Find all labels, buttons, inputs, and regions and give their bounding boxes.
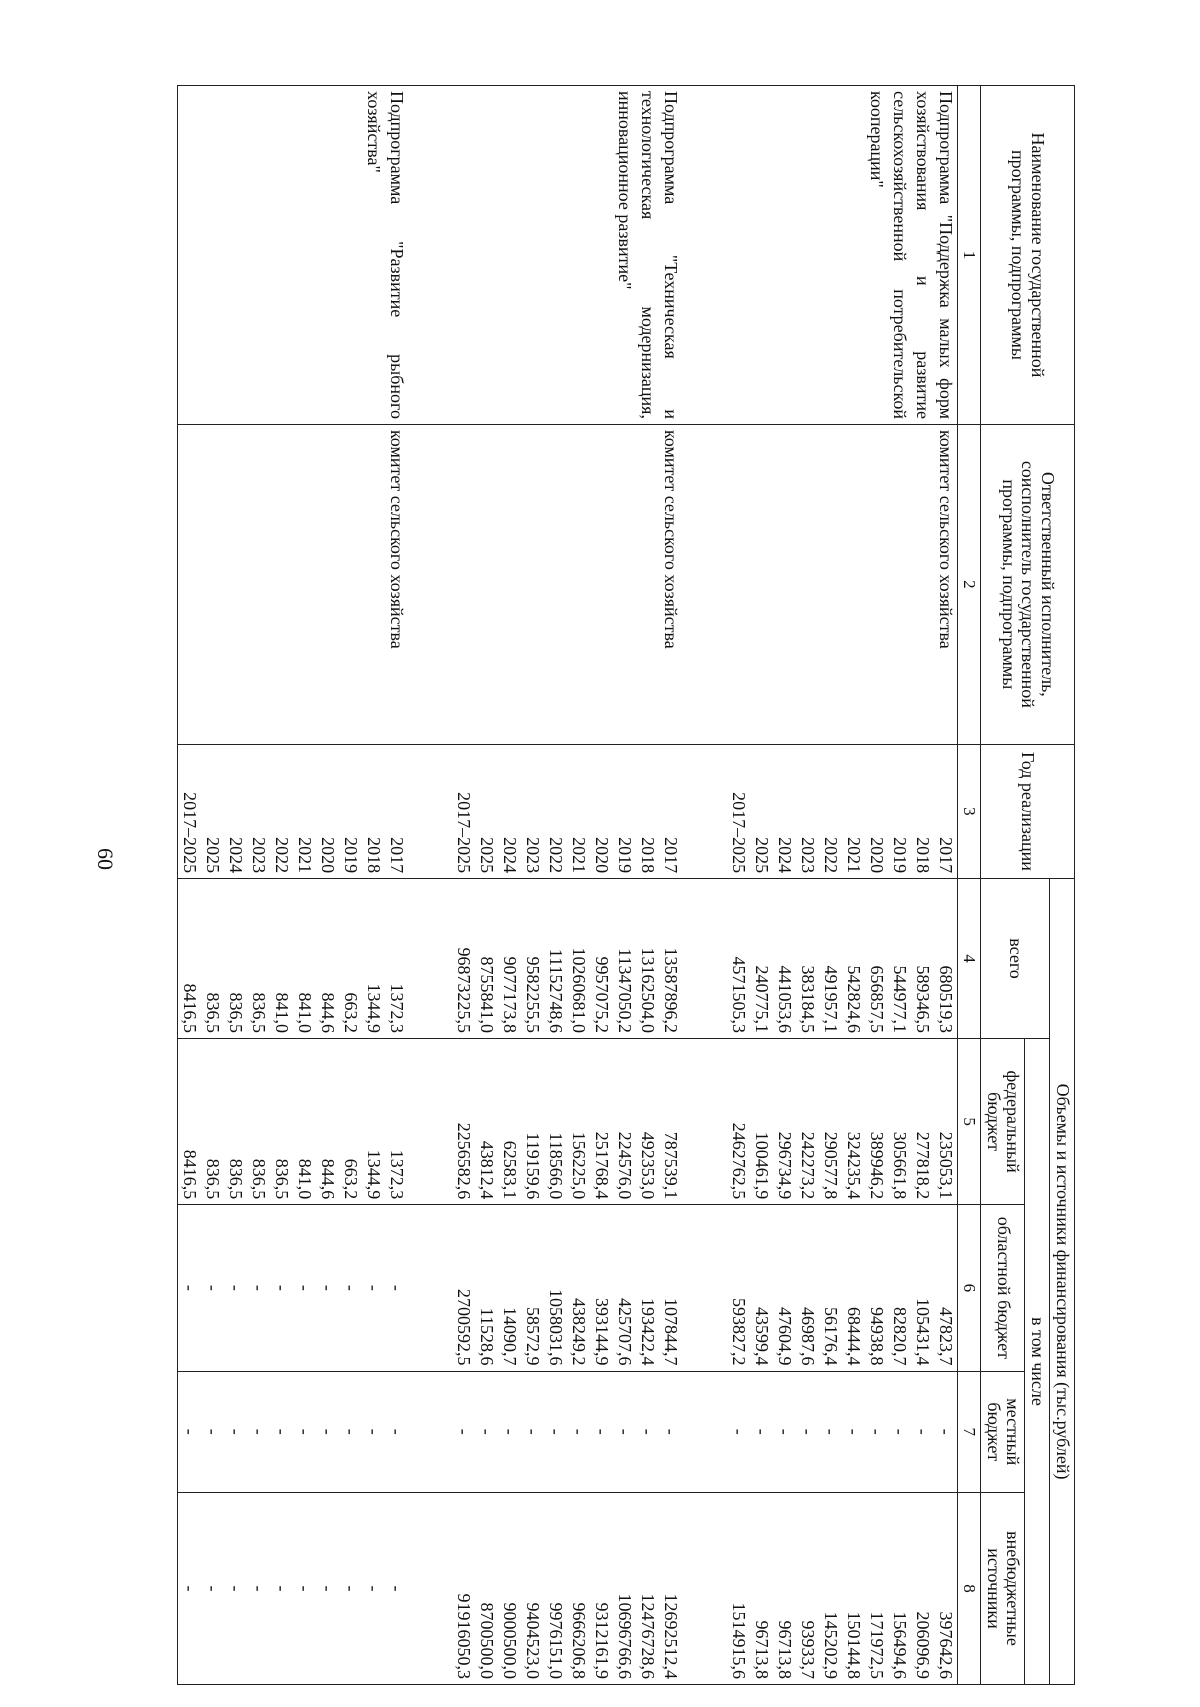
- header-including: в том числе: [1025, 1038, 1050, 1684]
- local-cell: - - - - - - - - - -: [177, 1371, 408, 1493]
- header-total: всего: [980, 879, 1049, 1039]
- regional-cell: 107844,7 193422,4 425707,6 393144,9 438249,2 1058031,6 58572,9 14090,7 11528,6 2700592,5: [452, 1205, 682, 1371]
- row-spacer: [683, 86, 727, 1685]
- year-cell: 2017 2018 2019 2020 2021 2022 2023 2024 2025 2017–2025: [452, 744, 682, 878]
- year-cell: 2017 2018 2019 2020 2021 2022 2023 2024 2025 2017–2025: [727, 744, 958, 878]
- total-cell: 13587896,2 13162504,0 11347050,2 9957075,2 10260681,0 11152748,6 9582255,5 9077173,8 8755841,0 96873225,5: [452, 879, 682, 1039]
- subprogram-name: Подпрограмма "Развитие рыбного хозяйства": [177, 86, 408, 425]
- column-number: 4: [957, 879, 980, 1039]
- local-cell: - - - - - - - - - -: [452, 1371, 682, 1493]
- funding-table: [177, 85, 1075, 1685]
- table-row: [452, 86, 682, 1685]
- header-program-name: Наименование государственной программы, подпрограммы: [980, 86, 1074, 425]
- column-number: 7: [957, 1371, 980, 1493]
- column-number: 1: [957, 86, 980, 425]
- page-number: 60: [93, 848, 118, 870]
- local-cell: - - - - - - - - - -: [727, 1371, 958, 1493]
- regional-cell: - - - - - - - - - -: [177, 1205, 408, 1371]
- header-federal: федеральный бюджет: [980, 1038, 1025, 1204]
- column-number: 5: [957, 1038, 980, 1204]
- column-number: 6: [957, 1205, 980, 1371]
- subprogram-name: Подпрограмма "Поддержка малых форм хозяйствования и развитие сельскохозяйственной потребительской кооперации": [727, 86, 958, 425]
- column-number: 3: [957, 744, 980, 878]
- extra-cell: 12692512,4 12476728,6 10696766,6 9312161,9 9666206,8 9976151,0 9404523,0 9000500,0 8700500,0 91916050,3: [452, 1493, 682, 1685]
- extra-cell: 397642,6 206096,9 156494,6 171972,5 150144,8 145202,9 93933,7 96713,8 96713,8 1514915,6: [727, 1493, 958, 1685]
- total-cell: 1372,3 1344,9 663,2 844,6 841,0 841,0 836,5 836,5 836,5 8416,5: [177, 879, 408, 1039]
- executor-cell: комитет сельского хозяйства: [727, 424, 958, 744]
- header-regional: областной бюджет: [980, 1205, 1025, 1371]
- header-local: местный бюджет: [980, 1371, 1025, 1493]
- header-year: Год реализации: [980, 744, 1074, 878]
- header-executor: Ответственный исполнитель, соисполнитель государственной программы, подпрограммы: [980, 424, 1074, 744]
- table-row: [177, 86, 408, 1685]
- table-row: [727, 86, 958, 1685]
- total-cell: 680519,3 589346,5 544977,1 656857,5 542824,6 491957,1 383184,5 441053,6 240775,1 4571505,3: [727, 879, 958, 1039]
- federal-cell: 235053,1 277818,2 305661,8 389946,2 324235,4 290577,8 242273,2 296734,9 100461,9 2462762,5: [727, 1038, 958, 1204]
- federal-cell: 1372,3 1344,9 663,2 844,6 841,0 836,5 836,5 836,5 836,5 8416,5: [177, 1038, 408, 1204]
- header-extra: внебюджетные источники: [980, 1493, 1025, 1685]
- extra-cell: - - - - - - - - - -: [177, 1493, 408, 1685]
- column-number: 2: [957, 424, 980, 744]
- rotated-table-container: [160, 85, 1075, 1685]
- executor-cell: комитет сельского хозяйства: [452, 424, 682, 744]
- subprogram-name: Подпрограмма "Техническая и технологическая модернизация, инновационное развитие": [452, 86, 682, 425]
- header-funding-group: Объемы и источники финансирования (тыс.рублей): [1050, 879, 1075, 1685]
- column-number: 8: [957, 1493, 980, 1685]
- row-spacer: [408, 86, 452, 1685]
- year-cell: 2017 2018 2019 2020 2021 2022 2023 2024 2025 2017–2025: [177, 744, 408, 878]
- executor-cell: комитет сельского хозяйства: [177, 424, 408, 744]
- federal-cell: 787539,1 492353,0 224576,0 251768,4 156225,0 118566,0 119159,6 62583,1 43812,4 2256582,6: [452, 1038, 682, 1204]
- regional-cell: 47823,7 105431,4 82820,7 94938,8 68444,4 56176,4 46987,6 47604,9 43599,4 593827,2: [727, 1205, 958, 1371]
